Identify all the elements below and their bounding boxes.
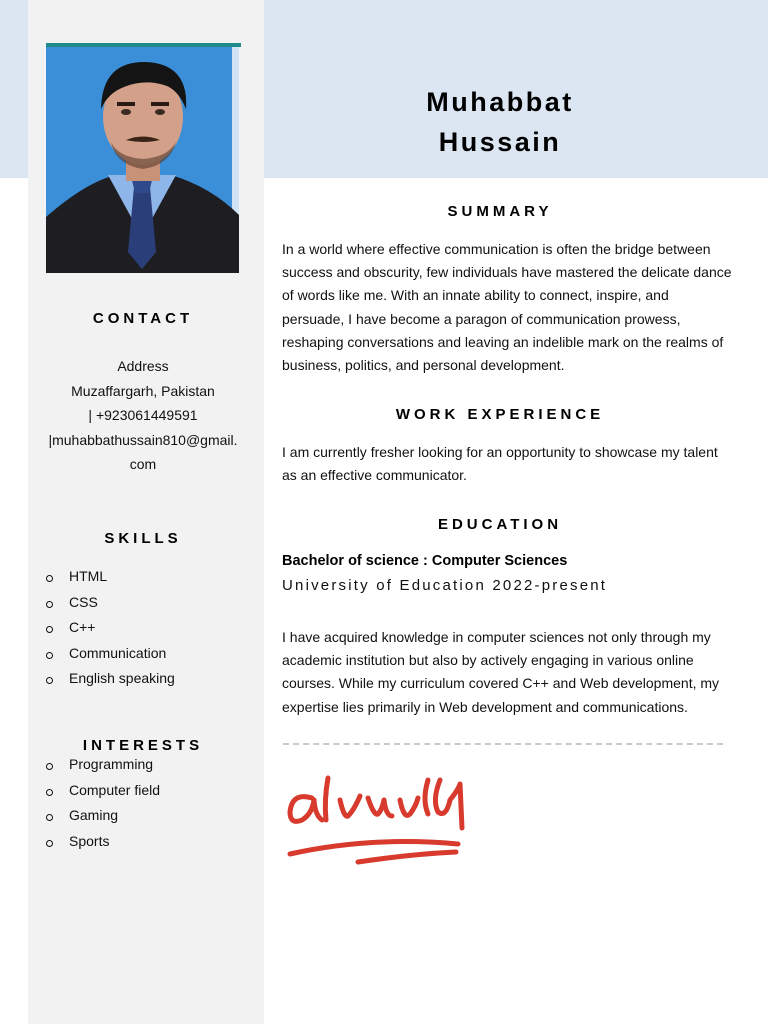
bullet-icon	[46, 789, 53, 796]
contact-phone: | +923061449591	[88, 407, 198, 423]
person-portrait-icon	[46, 47, 239, 273]
list-item: CSS	[46, 590, 175, 616]
contact-title: CONTACT	[92, 310, 194, 327]
contact-address: Muzaffargarh, Pakistan	[71, 382, 215, 399]
education-degree: Bachelor of science : Computer Sciences	[282, 553, 568, 569]
contact-details	[40, 354, 246, 477]
list-item: Sports	[46, 829, 160, 855]
name-heading	[300, 82, 700, 162]
education-text: I have acquired knowledge in computer sciences not only through my academic institution but also by actively engaging in various online courses. While my curriculum covered C++ and Web development, my expertise lies primarily in Web development and communications.	[282, 629, 720, 715]
first-name: Muhabbat	[426, 87, 574, 117]
list-item: Computer field	[46, 778, 160, 804]
bullet-icon	[46, 840, 53, 847]
bullet-icon	[46, 626, 53, 633]
bullet-icon	[46, 763, 53, 770]
skills-title: SKILLS	[104, 530, 182, 547]
summary-text: In a world where effective communication is often the bridge between success and obscurity, few individuals have mastered the delicate dance of words like me. With an innate ability to connect, inspire, and persuade, I have become a paragon of communication prowess, reshaping conversations and leaving an indelible mark on the realms of business, politics, and personal development.	[282, 241, 732, 374]
bullet-icon	[46, 652, 53, 659]
list-item: Programming	[46, 752, 160, 778]
last-name: Hussain	[438, 127, 562, 157]
divider	[283, 743, 723, 745]
list-item: Communication	[46, 641, 175, 667]
bullet-icon	[46, 677, 53, 684]
contact-address-label: Address	[117, 358, 169, 374]
summary-title: SUMMARY	[447, 203, 553, 220]
contact-email-end: com	[129, 456, 157, 472]
list-item: C++	[46, 615, 175, 641]
bullet-icon	[46, 601, 53, 608]
education-school: University of Education 2022-present	[282, 577, 608, 594]
interests-title: INTERESTS	[82, 737, 204, 754]
interests-list	[46, 752, 160, 854]
profile-photo	[46, 47, 239, 273]
bullet-icon	[46, 814, 53, 821]
skills-list	[46, 564, 175, 692]
list-item: Gaming	[46, 803, 160, 829]
signature-icon	[282, 770, 472, 865]
work-experience-text: I am currently fresher looking for an opportunity to showcase my talent as an effective communicator.	[282, 444, 718, 484]
bullet-icon	[46, 575, 53, 582]
work-experience-title: WORK EXPERIENCE	[395, 406, 605, 423]
contact-email: |muhabbathussain810@gmail.	[48, 431, 238, 448]
education-title: EDUCATION	[437, 516, 563, 533]
list-item: HTML	[46, 564, 175, 590]
list-item: English speaking	[46, 666, 175, 692]
